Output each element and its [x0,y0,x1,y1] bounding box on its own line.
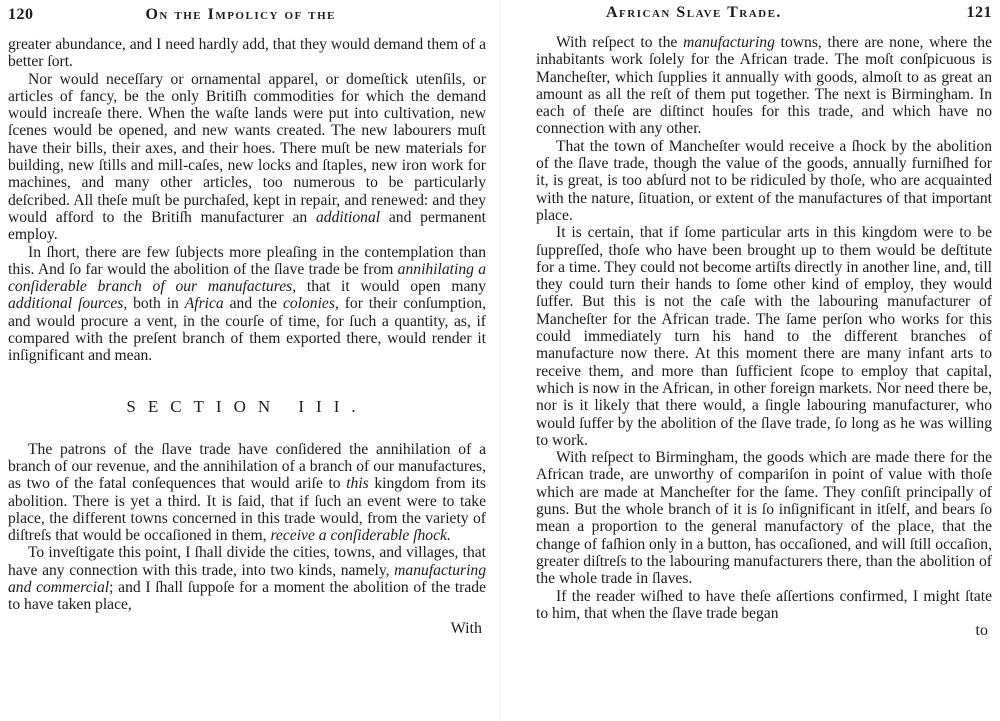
left-page-text [8,36,486,614]
right-page [500,0,1000,721]
running-head-title-left: On the Impolicy of the [145,6,336,23]
running-head-title-right: African Slave Trade. [606,4,782,21]
paragraph: greater abundance, and I need hardly add, that they would demand them of a better ſort. [8,36,486,71]
paragraph: With reſpect to Birmingham, the goods which are made there for the African trade, are unworthy of compariſon in point of value with thoſe which are made at Mancheſter for the ſame. They conſiſt principally of guns. But the whole branch of it is ſo inſignificant in itſelf, and bears ſo mean a proportion to the general manufactory of the place, that the change of faſhion only in a button, has occaſioned, and will ſtill occaſion, greater diſtreſs to the labouring manufacturers there, than the abolition of the whole trade in ſlaves. [536,449,992,588]
paragraph: That the town of Mancheſter would receive a ſhock by the abolition of the ſlave trade, though the value of the goods, annually furniſhed for it, is great, is too abſurd not to be ridiculed by thoſe, who are acquainted with the nature, ſituation, or extent of the manufactures of that important place. [536,137,992,224]
paragraph: In ſhort, there are few ſubjects more pleaſing in the contemplation than this. And ſo far would the abolition of the ſlave trade be from annihilating a conſiderable branch of our manufactures, that it would open many additional ſources, both in Africa and the colonies, for their conſumption, and would procure a vent, in the courſe of time, for ſuch a quantity, as, if compared with the preſent branch of them exported there, would render it inſignificant and mean. [8,243,487,365]
section-heading: SECTION III. [126,396,368,416]
catchword-right: to [975,622,988,640]
page-number-left: 120 [8,6,34,23]
paragraph: With reſpect to the manufacturing towns, there are none, where the inhabitants work ſolely for the African trade. The moſt conſpicuous is Mancheſter, which ſupplies it annually with goods, almoſt to as great an amount as all the reſt of them put together. The next is Birmingham. In each of theſe are diſtinct houſes for this trade, and which have no connection with any other. [536,34,992,138]
running-head-right [536,4,992,34]
running-head-left [8,6,486,36]
paragraph: Nor would neceſſary or ornamental apparel, or domeſtick utenſils, or articles of fancy, be the only Britiſh commodities for which the demand would increaſe there. When the waſte lands were put into cultivation, new ſcenes would be opened, and new wants created. The new labourers muſt have their bills, their axes, and their hoes. There muſt be new materials for building, new ſtills and mill-caſes, new locks and ſtaples, new iron work for machines, and many other articles, too numerous to be particularly deſcribed. All theſe muſt be purchaſed, kept in repair, and renewed: and they would afford to the Britiſh manufacturer an additional and permanent employ. [8,70,486,244]
paragraph: If the reader wiſhed to have theſe aſſertions confirmed, I might ſtate to him, that when the ſlave trade began [536,587,992,622]
paragraph: The patrons of the ſlave trade have conſidered the annihilation of a branch of our revenue, and the annihilation of a branch of our manufactures, as two of the fatal conſequences that would ariſe to this kingdom from its abolition. There is yet a third. It is ſaid, that if ſuch an event were to take place, the different towns concerned in this trade would, from the variety of diſtreſs that would be occaſioned in them, receive a conſiderable ſhock. [8,440,486,545]
paragraph: To inveſtigate this point, I ſhall divide the cities, towns, and villages, that have any connection with this trade, into two kinds, namely, manufacturing and commercial; and I ſhall ſuppoſe for a moment the abolition of the trade to have taken place, [8,544,487,614]
page-number-right: 121 [966,4,992,21]
catchword-left: With [450,619,482,637]
right-page-text [536,34,992,622]
paragraph: It is certain, that if ſome particular arts in this kingdom were to be ſuppreſſed, thoſe who have been brought up to them would be deſtitute for a time. They could not become artiſts directly in another line, and, till they could turn their hands to ſome other kind of employ, they would ſuffer. But this is not the caſe with the labouring manufacturer of Mancheſter for the African trade. The ſame perſon who works for this could immediately turn his hand to the different branches of manufacture now there. At this moment there are many infant arts to receive them, and more than ſufficient ſcope to employ that capital, which is now in the African, in other foreign markets. Nor need there be, nor is it likely that there would, a ſingle labouring manufacturer, who would ſuffer by the abolition of the ſlave trade, ſo long as he was willing to work. [536,224,992,449]
